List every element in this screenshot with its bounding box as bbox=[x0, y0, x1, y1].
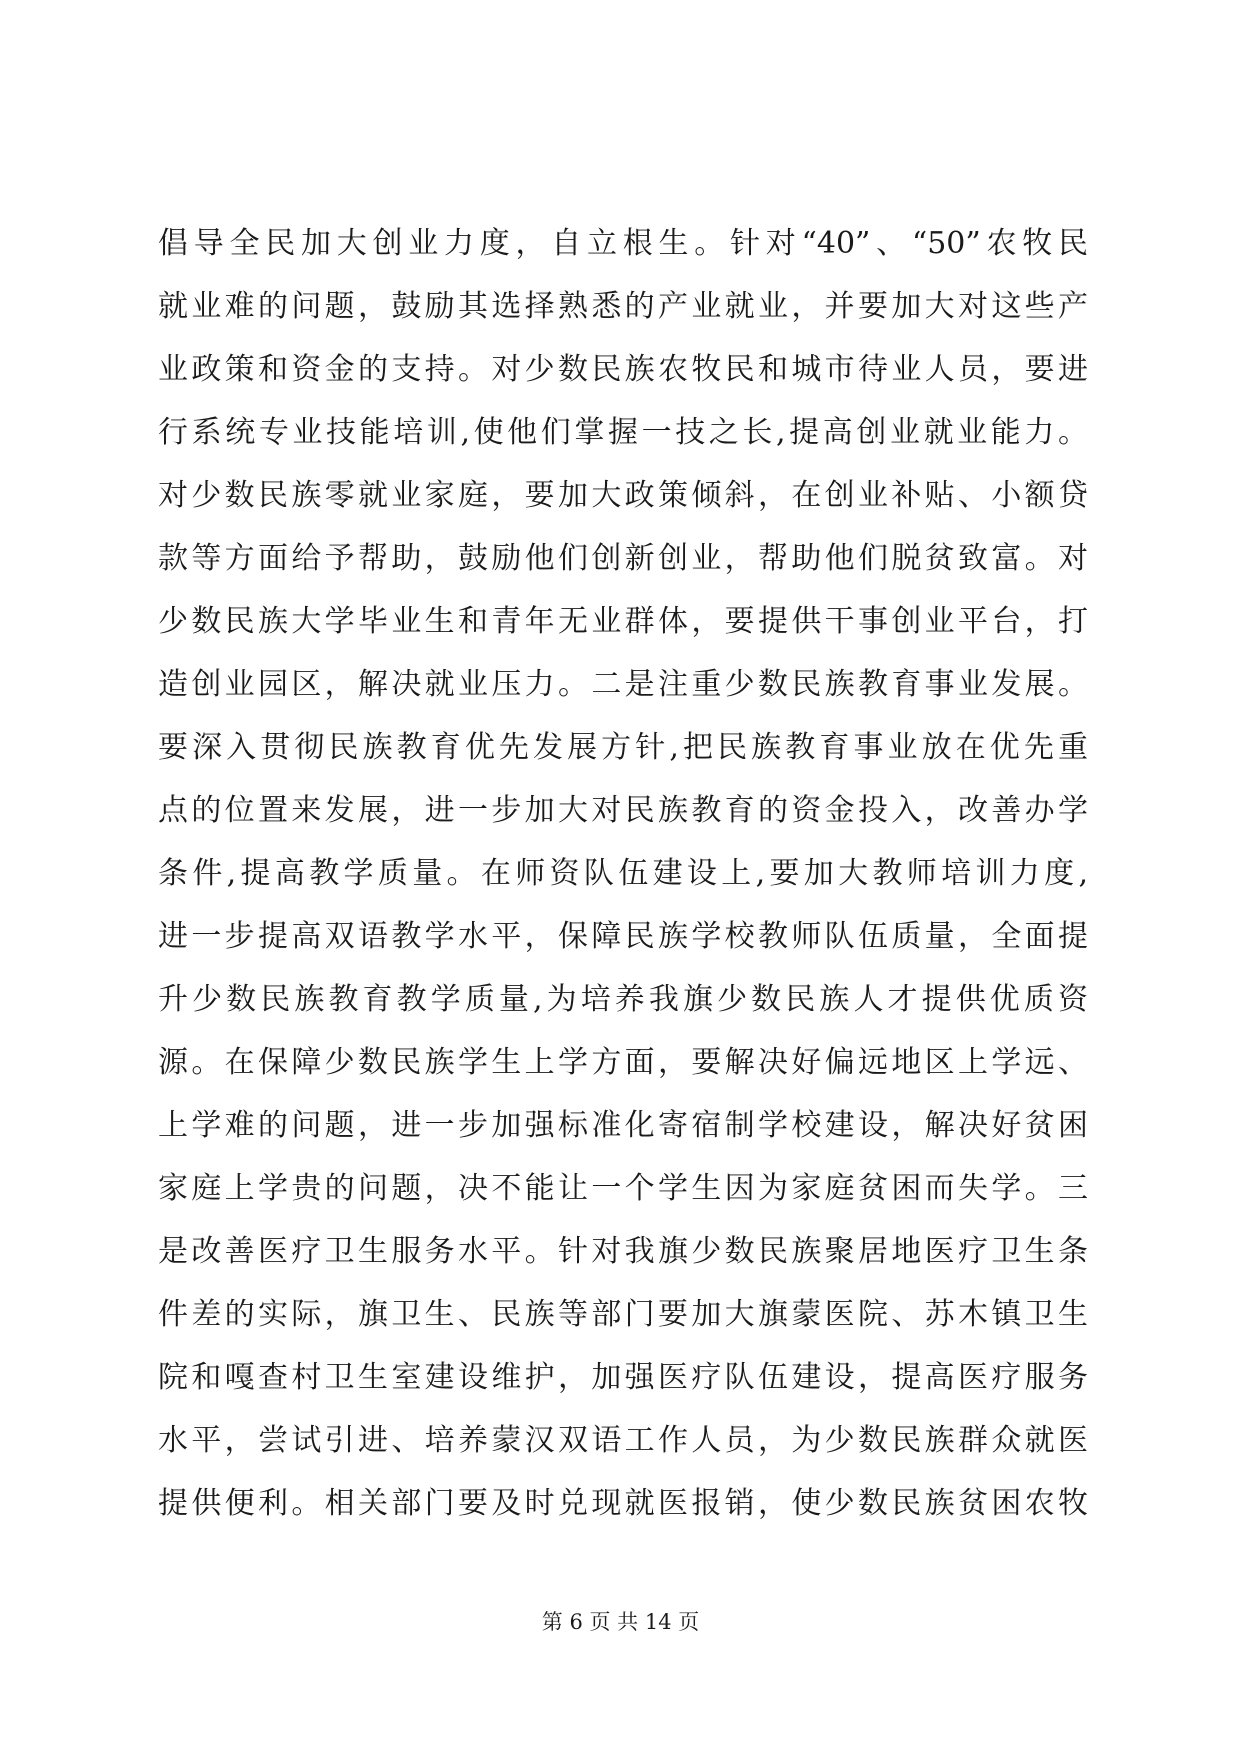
text-line: 造创业园区，解决就业压力。二是注重少数民族教育事业发展。 bbox=[158, 667, 1088, 702]
text-line: 就业难的问题，鼓励其选择熟悉的产业就业，并要加大对这些产 bbox=[158, 289, 1088, 324]
text-line: 上学难的问题，进一步加强标准化寄宿制学校建设，解决好贫困 bbox=[158, 1108, 1088, 1143]
text-line: 倡导全民加大创业力度，自立根生。针对“40”、“50”农牧民 bbox=[158, 226, 1088, 261]
body-text bbox=[158, 226, 1088, 1552]
page-footer: 第 6 页 共 14 页 bbox=[541, 1610, 700, 1634]
text-line: 对少数民族零就业家庭，要加大政策倾斜，在创业补贴、小额贷 bbox=[158, 478, 1088, 513]
text-line: 升少数民族教育教学质量,为培养我旗少数民族人才提供优质资 bbox=[158, 982, 1088, 1017]
text-line: 院和嘎查村卫生室建设维护，加强医疗队伍建设，提高医疗服务 bbox=[158, 1360, 1088, 1395]
text-line: 要深入贯彻民族教育优先发展方针,把民族教育事业放在优先重 bbox=[158, 730, 1088, 765]
text-line: 源。在保障少数民族学生上学方面，要解决好偏远地区上学远、 bbox=[158, 1045, 1088, 1080]
text-line: 是改善医疗卫生服务水平。针对我旗少数民族聚居地医疗卫生条 bbox=[158, 1234, 1088, 1269]
text-line: 行系统专业技能培训,使他们掌握一技之长,提高创业就业能力。 bbox=[158, 415, 1088, 450]
text-line: 业政策和资金的支持。对少数民族农牧民和城市待业人员，要进 bbox=[158, 352, 1088, 387]
text-line: 点的位置来发展，进一步加大对民族教育的资金投入，改善办学 bbox=[158, 793, 1088, 828]
text-line: 进一步提高双语教学水平，保障民族学校教师队伍质量，全面提 bbox=[158, 919, 1088, 954]
text-line: 件差的实际，旗卫生、民族等部门要加大旗蒙医院、苏木镇卫生 bbox=[158, 1297, 1088, 1332]
text-line: 提供便利。相关部门要及时兑现就医报销，使少数民族贫困农牧 bbox=[158, 1486, 1088, 1521]
text-line: 家庭上学贵的问题，决不能让一个学生因为家庭贫困而失学。三 bbox=[158, 1171, 1088, 1206]
text-line: 水平，尝试引进、培养蒙汉双语工作人员，为少数民族群众就医 bbox=[158, 1423, 1088, 1458]
text-line: 款等方面给予帮助，鼓励他们创新创业，帮助他们脱贫致富。对 bbox=[158, 541, 1088, 576]
text-line: 少数民族大学毕业生和青年无业群体，要提供干事创业平台，打 bbox=[158, 604, 1088, 639]
text-line: 条件,提高教学质量。在师资队伍建设上,要加大教师培训力度, bbox=[158, 856, 1088, 891]
